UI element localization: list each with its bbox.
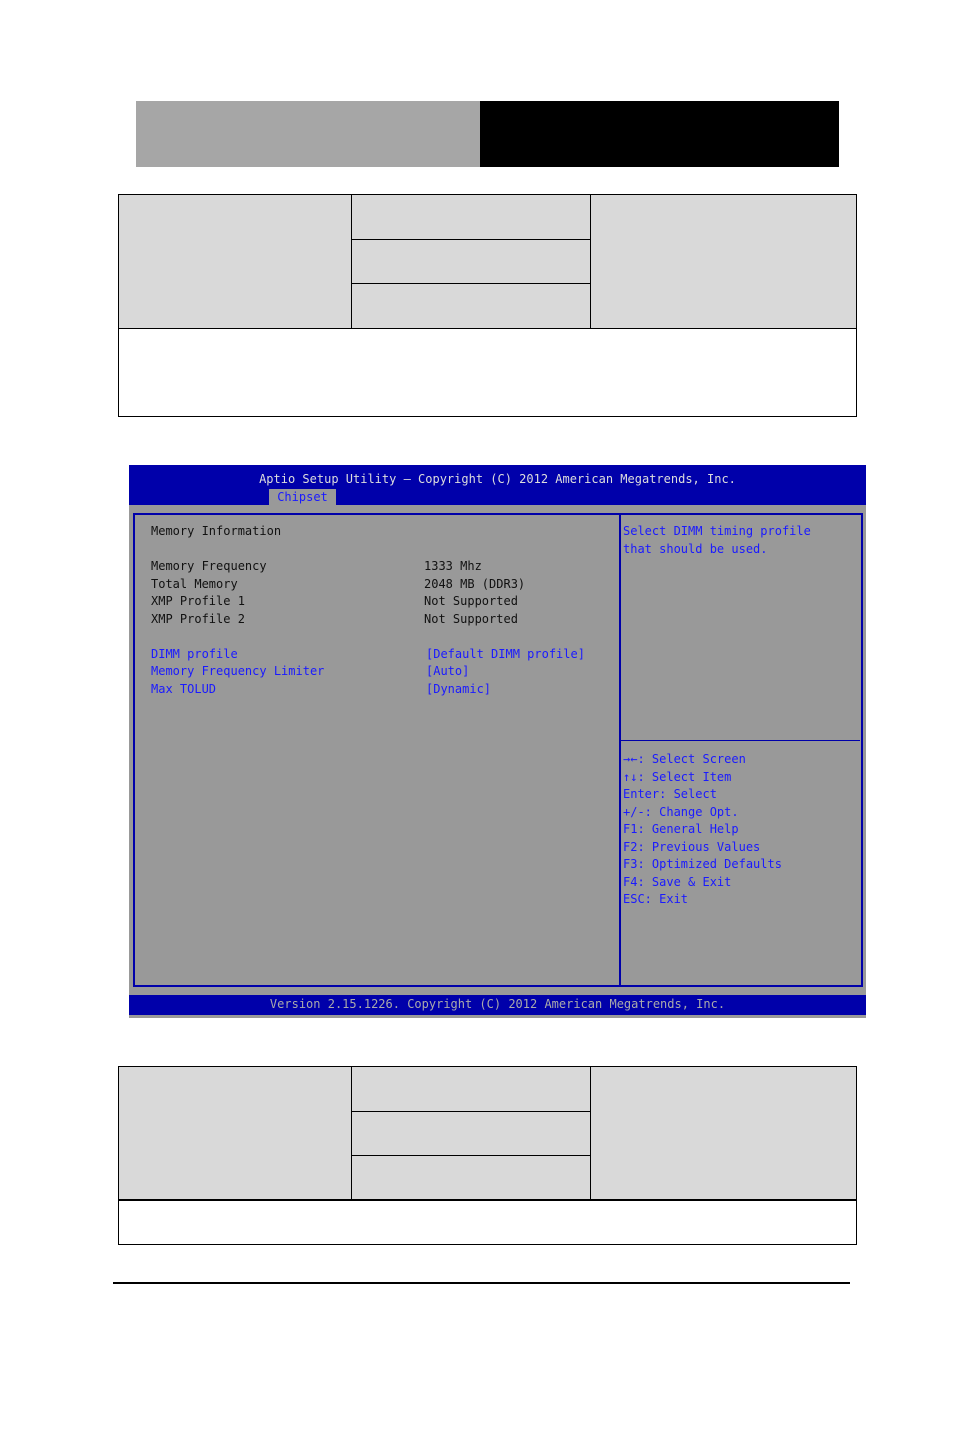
table2-divider (352, 1111, 590, 1112)
header-black-block (480, 101, 839, 167)
key-hint: F4: Save & Exit (623, 874, 732, 889)
info-label: XMP Profile 2 (151, 612, 245, 626)
table1-divider (352, 283, 590, 284)
key-hint: F1: General Help (623, 822, 739, 836)
info-label: XMP Profile 1 (151, 594, 245, 608)
setting-memory-frequency-limiter-value[interactable]: [Auto] (426, 664, 470, 678)
info-value: 1333 Mhz (424, 559, 482, 573)
setting-max-tolud[interactable]: Max TOLUD (151, 682, 217, 696)
key-hint: Enter: Select (623, 787, 717, 801)
table1-option-name-cell (119, 195, 351, 328)
info-value: 2048 MB (DDR3) (424, 577, 526, 591)
footer-rule (113, 1282, 850, 1284)
info-value: Not Supported (424, 612, 518, 626)
help-text-line: Select DIMM timing profile (623, 524, 811, 538)
setting-dimm-profile-value[interactable]: [Default DIMM profile] (426, 647, 585, 661)
table1-divider (352, 239, 590, 240)
bios-footer: Version 2.15.1226. Copyright (C) 2012 American Megatrends, Inc. (269, 997, 726, 1011)
help-text-line: that should be used. (623, 542, 768, 556)
key-hint: ↑↓: Select Item (623, 769, 732, 784)
table1-choice-cell-2 (352, 240, 590, 283)
options-table-1 (118, 194, 857, 417)
key-hint: F3: Optimized Defaults (623, 857, 782, 871)
table2-choice-cell-1 (352, 1067, 590, 1111)
header-grey-block (136, 101, 480, 167)
info-label: Total Memory (151, 577, 238, 591)
options-table-2 (118, 1066, 857, 1245)
table1-divider (119, 328, 856, 329)
table1-divider (351, 195, 352, 328)
section-title: Memory Information (151, 524, 282, 538)
table2-divider (352, 1155, 590, 1156)
table1-choice-cell-1 (352, 195, 590, 239)
key-hint: ESC: Exit (623, 892, 689, 906)
setting-memory-frequency-limiter[interactable]: Memory Frequency Limiter (151, 664, 325, 678)
table1-divider (590, 195, 591, 328)
table2-choice-cell-3 (352, 1156, 590, 1200)
key-hint: →←: Select Screen (623, 752, 746, 766)
setting-max-tolud-value[interactable]: [Dynamic] (426, 682, 492, 696)
key-hint: +/-: Change Opt. (623, 804, 739, 819)
table2-description-cell (591, 1067, 856, 1200)
bios-help-divider (621, 740, 860, 741)
table2-choice-cell-2 (352, 1112, 590, 1155)
table2-option-name-cell (119, 1067, 351, 1200)
bios-panel-divider (619, 513, 621, 987)
table1-choice-cell-3 (352, 284, 590, 328)
table2-divider (590, 1067, 591, 1200)
bios-title: Aptio Setup Utility – Copyright (C) 2012 American Megatrends, Inc. (259, 472, 736, 486)
key-hint: F2: Previous Values (623, 839, 761, 854)
setting-dimm-profile[interactable]: DIMM profile (151, 647, 238, 661)
info-label: Memory Frequency (151, 559, 267, 573)
bios-screenshot (129, 465, 866, 1018)
table2-divider (351, 1067, 352, 1200)
table2-divider (119, 1199, 856, 1201)
tab-chipset[interactable]: Chipset (269, 489, 336, 505)
table1-description-cell (591, 195, 856, 328)
info-value: Not Supported (424, 594, 518, 608)
